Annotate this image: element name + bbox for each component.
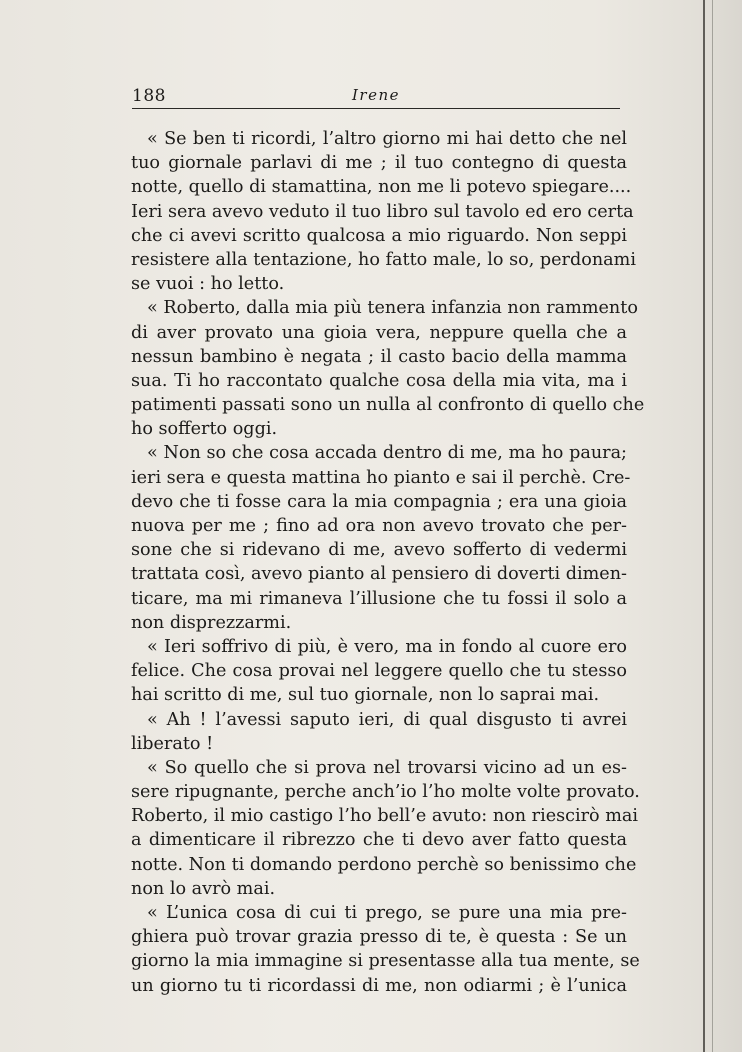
text-line: ho sofferto oggi. <box>131 419 278 440</box>
text-line: devo che ti fosse cara la mia compagnia ; era una gioia <box>131 491 627 512</box>
text-line: non lo avrò mai. <box>131 878 276 899</box>
binding-edge-inner <box>712 0 713 1052</box>
text-line: sone che si ridevano di me, avevo sofferto di vedermi <box>131 540 627 561</box>
binding-edge <box>703 0 705 1052</box>
text-line: sua. Ti ho raccontato qualche cosa della mia vita, ma i <box>131 370 627 391</box>
text-line: « Non so che cosa accada dentro di me, ma ho paura; <box>147 443 627 464</box>
text-line: notte, quello di stamattina, non me li potevo spiegare.... <box>131 177 632 198</box>
running-title: Irene <box>351 86 400 104</box>
text-line: patimenti passati sono un nulla al confronto di quello che <box>131 395 645 416</box>
text-line: sere ripugnante, perche anch’io l’ho molte volte provato. <box>131 782 640 803</box>
text-line: « Ah ! l’avessi saputo ieri, di qual disgusto ti avrei <box>147 709 627 730</box>
text-line: trattata così, avevo pianto al pensiero di doverti dimen- <box>131 564 627 585</box>
text-line: hai scritto di me, sul tuo giornale, non lo saprai mai. <box>131 685 600 706</box>
text-line: ghiera può trovar grazia presso di te, è questa : Se un <box>131 927 627 948</box>
text-line: un giorno tu ti ricordassi di me, non odiarmi ; è l’unica <box>131 975 627 996</box>
text-line: giorno la mia immagine si presentasse alla tua mente, se <box>131 951 640 972</box>
text-line: che ci avevi scritto qualcosa a mio riguardo. Non seppi <box>131 225 627 246</box>
text-line: nessun bambino è negata ; il casto bacio della mamma <box>131 346 627 367</box>
text-line: Roberto, il mio castigo l’ho bell’e avuto: non riescirò mai <box>131 806 639 827</box>
text-line: « So quello che si prova nel trovarsi vicino ad un es- <box>147 757 627 778</box>
text-line: liberato ! <box>131 733 214 754</box>
page-header <box>132 84 620 109</box>
text-line: notte. Non ti domando perdono perchè so benissimo che <box>131 854 637 875</box>
text-line: non disprezzarmi. <box>131 612 292 633</box>
text-line: felice. Che cosa provai nel leggere quello che tu stesso <box>131 661 627 682</box>
text-line: Ieri sera avevo veduto il tuo libro sul tavolo ed ero certa <box>131 201 634 222</box>
text-line: di aver provato una gioia vera, neppure quella che a <box>131 322 627 343</box>
text-line: « Se ben ti ricordi, l’altro giorno mi hai detto che nel <box>147 129 627 149</box>
page-number: 188 <box>132 86 166 106</box>
text-line: « L’unica cosa di cui ti prego, se pure una mia pre- <box>147 903 627 923</box>
text-line: nuova per me ; fino ad ora non avevo trovato che per- <box>131 516 627 536</box>
text-line: resistere alla tentazione, ho fatto male, lo so, perdonami <box>131 249 636 270</box>
text-line: ticare, ma mi rimaneva l’illusione che tu fossi il solo a <box>131 588 627 609</box>
text-line: se vuoi : ho letto. <box>131 274 285 295</box>
body-text <box>131 127 645 998</box>
text-line: a dimenticare il ribrezzo che ti devo aver fatto questa <box>131 830 627 851</box>
text-line: « Ieri soffrivo di più, è vero, ma in fondo al cuore ero <box>147 636 627 657</box>
text-line: ieri sera e questa mattina ho pianto e sai il perchè. Cre- <box>131 467 631 488</box>
text-line: « Roberto, dalla mia più tenera infanzia non rammento <box>147 298 638 319</box>
text-line: tuo giornale parlavi di me ; il tuo contegno di questa <box>131 153 627 174</box>
